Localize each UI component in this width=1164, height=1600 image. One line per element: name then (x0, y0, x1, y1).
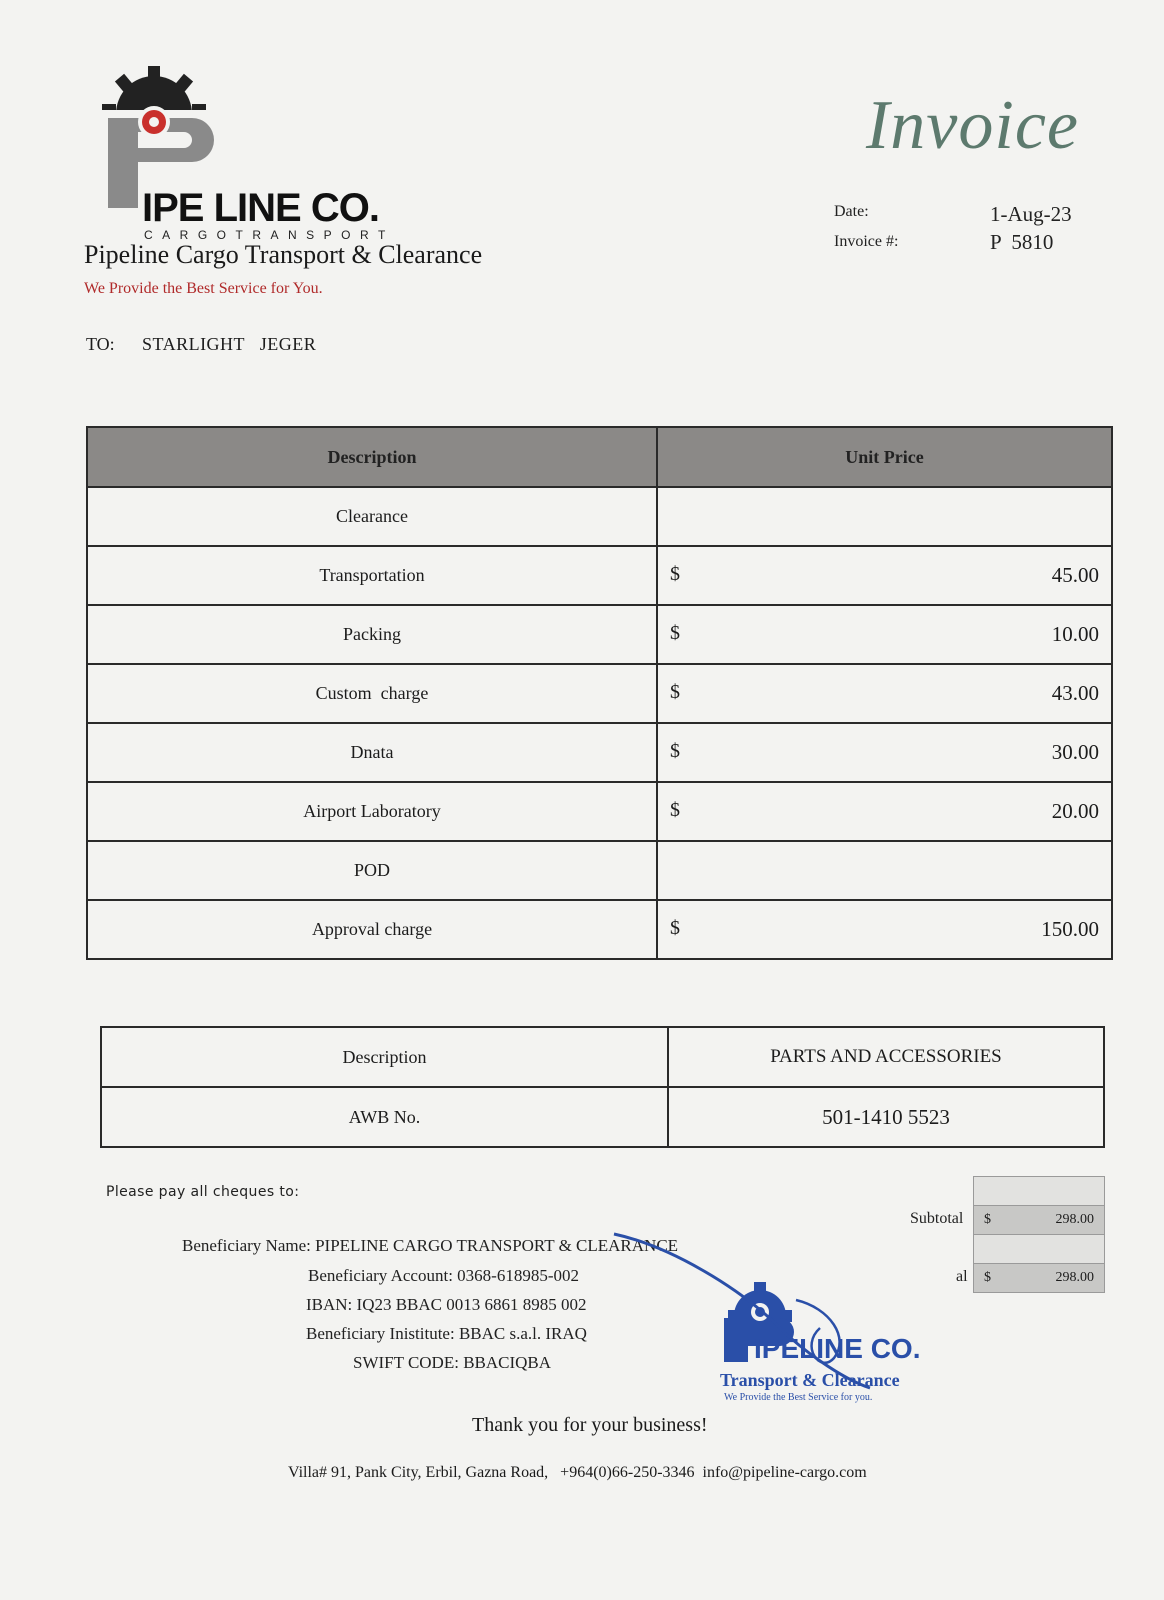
company-logo (100, 66, 450, 242)
beneficiary-institute: Beneficiary Inistitute: BBAC s.a.l. IRAQ (306, 1324, 587, 1343)
item-description: Packing (87, 605, 657, 664)
table-row (87, 487, 1112, 546)
beneficiary-account: Beneficiary Account: 0368-618985-002 (308, 1266, 579, 1285)
invoice-title: Invoice (866, 87, 1079, 164)
item-description: Transportation (87, 546, 657, 605)
item-price: $ 20.00 (657, 782, 1112, 841)
subtotal-box (973, 1205, 1105, 1235)
item-description: Dnata (87, 723, 657, 782)
item-price: $ 150.00 (657, 900, 1112, 959)
date-value: 1-Aug-23 (990, 202, 1072, 226)
table-row (87, 605, 1112, 664)
payment-instruction: Please pay all cheques to: (106, 1184, 300, 1200)
unit-price-header: Unit Price (657, 427, 1112, 487)
awb-value: 501-1410 5523 (668, 1087, 1104, 1147)
logo-subtitle: CARGOTRANSPORT (144, 228, 395, 242)
date-label: Date: (834, 203, 869, 220)
stamp-line-2: We Provide the Best Service for you. (724, 1392, 873, 1403)
item-description: POD (87, 841, 657, 900)
recipient-label: TO: (86, 334, 115, 354)
info-description-value: PARTS AND ACCESSORIES (668, 1027, 1104, 1087)
item-price: $ 43.00 (657, 664, 1112, 723)
awb-label: AWB No. (101, 1087, 668, 1147)
table-row (87, 723, 1112, 782)
total-currency: $ (984, 1270, 991, 1285)
item-description: Clearance (87, 487, 657, 546)
item-description: Approval charge (87, 900, 657, 959)
item-description: Custom charge (87, 664, 657, 723)
description-header: Description (87, 427, 657, 487)
stamp-line-1: Transport & Clearance (720, 1370, 900, 1390)
item-price (657, 841, 1112, 900)
total-label: al (956, 1268, 968, 1285)
signature-icon (600, 1228, 890, 1398)
item-price: $ 30.00 (657, 723, 1112, 782)
thank-you-note: Thank you for your business! (472, 1414, 708, 1436)
subtotal-value: 298.00 (1055, 1212, 1094, 1227)
invoice-number-label: Invoice #: (834, 233, 899, 250)
shipment-info-table (100, 1026, 1105, 1148)
invoice-number-value: P 5810 (990, 230, 1054, 254)
line-items-table (86, 426, 1113, 960)
totals-spacer (973, 1234, 1105, 1264)
table-row (87, 664, 1112, 723)
logo-wordmark: IPE LINE CO. (142, 186, 379, 230)
company-tagline: We Provide the Best Service for You. (84, 280, 323, 297)
table-row (87, 900, 1112, 959)
table-row (87, 546, 1112, 605)
subtotal-currency: $ (984, 1212, 991, 1227)
footer-contact: Villa# 91, Pank City, Erbil, Gazna Road, +964(0)66-250-3346 info@pipeline-cargo.com (288, 1464, 867, 1481)
info-description-label: Description (101, 1027, 668, 1087)
table-header-row (87, 427, 1112, 487)
total-box (973, 1263, 1105, 1293)
table-row (87, 782, 1112, 841)
total-value: 298.00 (1055, 1270, 1094, 1285)
item-price: $ 45.00 (657, 546, 1112, 605)
item-price: $ 10.00 (657, 605, 1112, 664)
recipient-name: STARLIGHT JEGER (142, 334, 317, 354)
totals-spacer (973, 1176, 1105, 1206)
company-name: Pipeline Cargo Transport & Clearance (84, 240, 483, 269)
table-row (87, 841, 1112, 900)
beneficiary-name: Beneficiary Name: PIPELINE CARGO TRANSPORT & CLEARANCE (182, 1236, 679, 1255)
subtotal-label: Subtotal (910, 1210, 964, 1227)
iban: IBAN: IQ23 BBAC 0013 6861 8985 002 (306, 1295, 587, 1314)
item-price (657, 487, 1112, 546)
table-row (101, 1027, 1104, 1087)
stamp-wordmark: IPELINE CO. (754, 1333, 921, 1364)
item-description: Airport Laboratory (87, 782, 657, 841)
table-row (101, 1087, 1104, 1147)
swift-code: SWIFT CODE: BBACIQBA (353, 1353, 552, 1372)
